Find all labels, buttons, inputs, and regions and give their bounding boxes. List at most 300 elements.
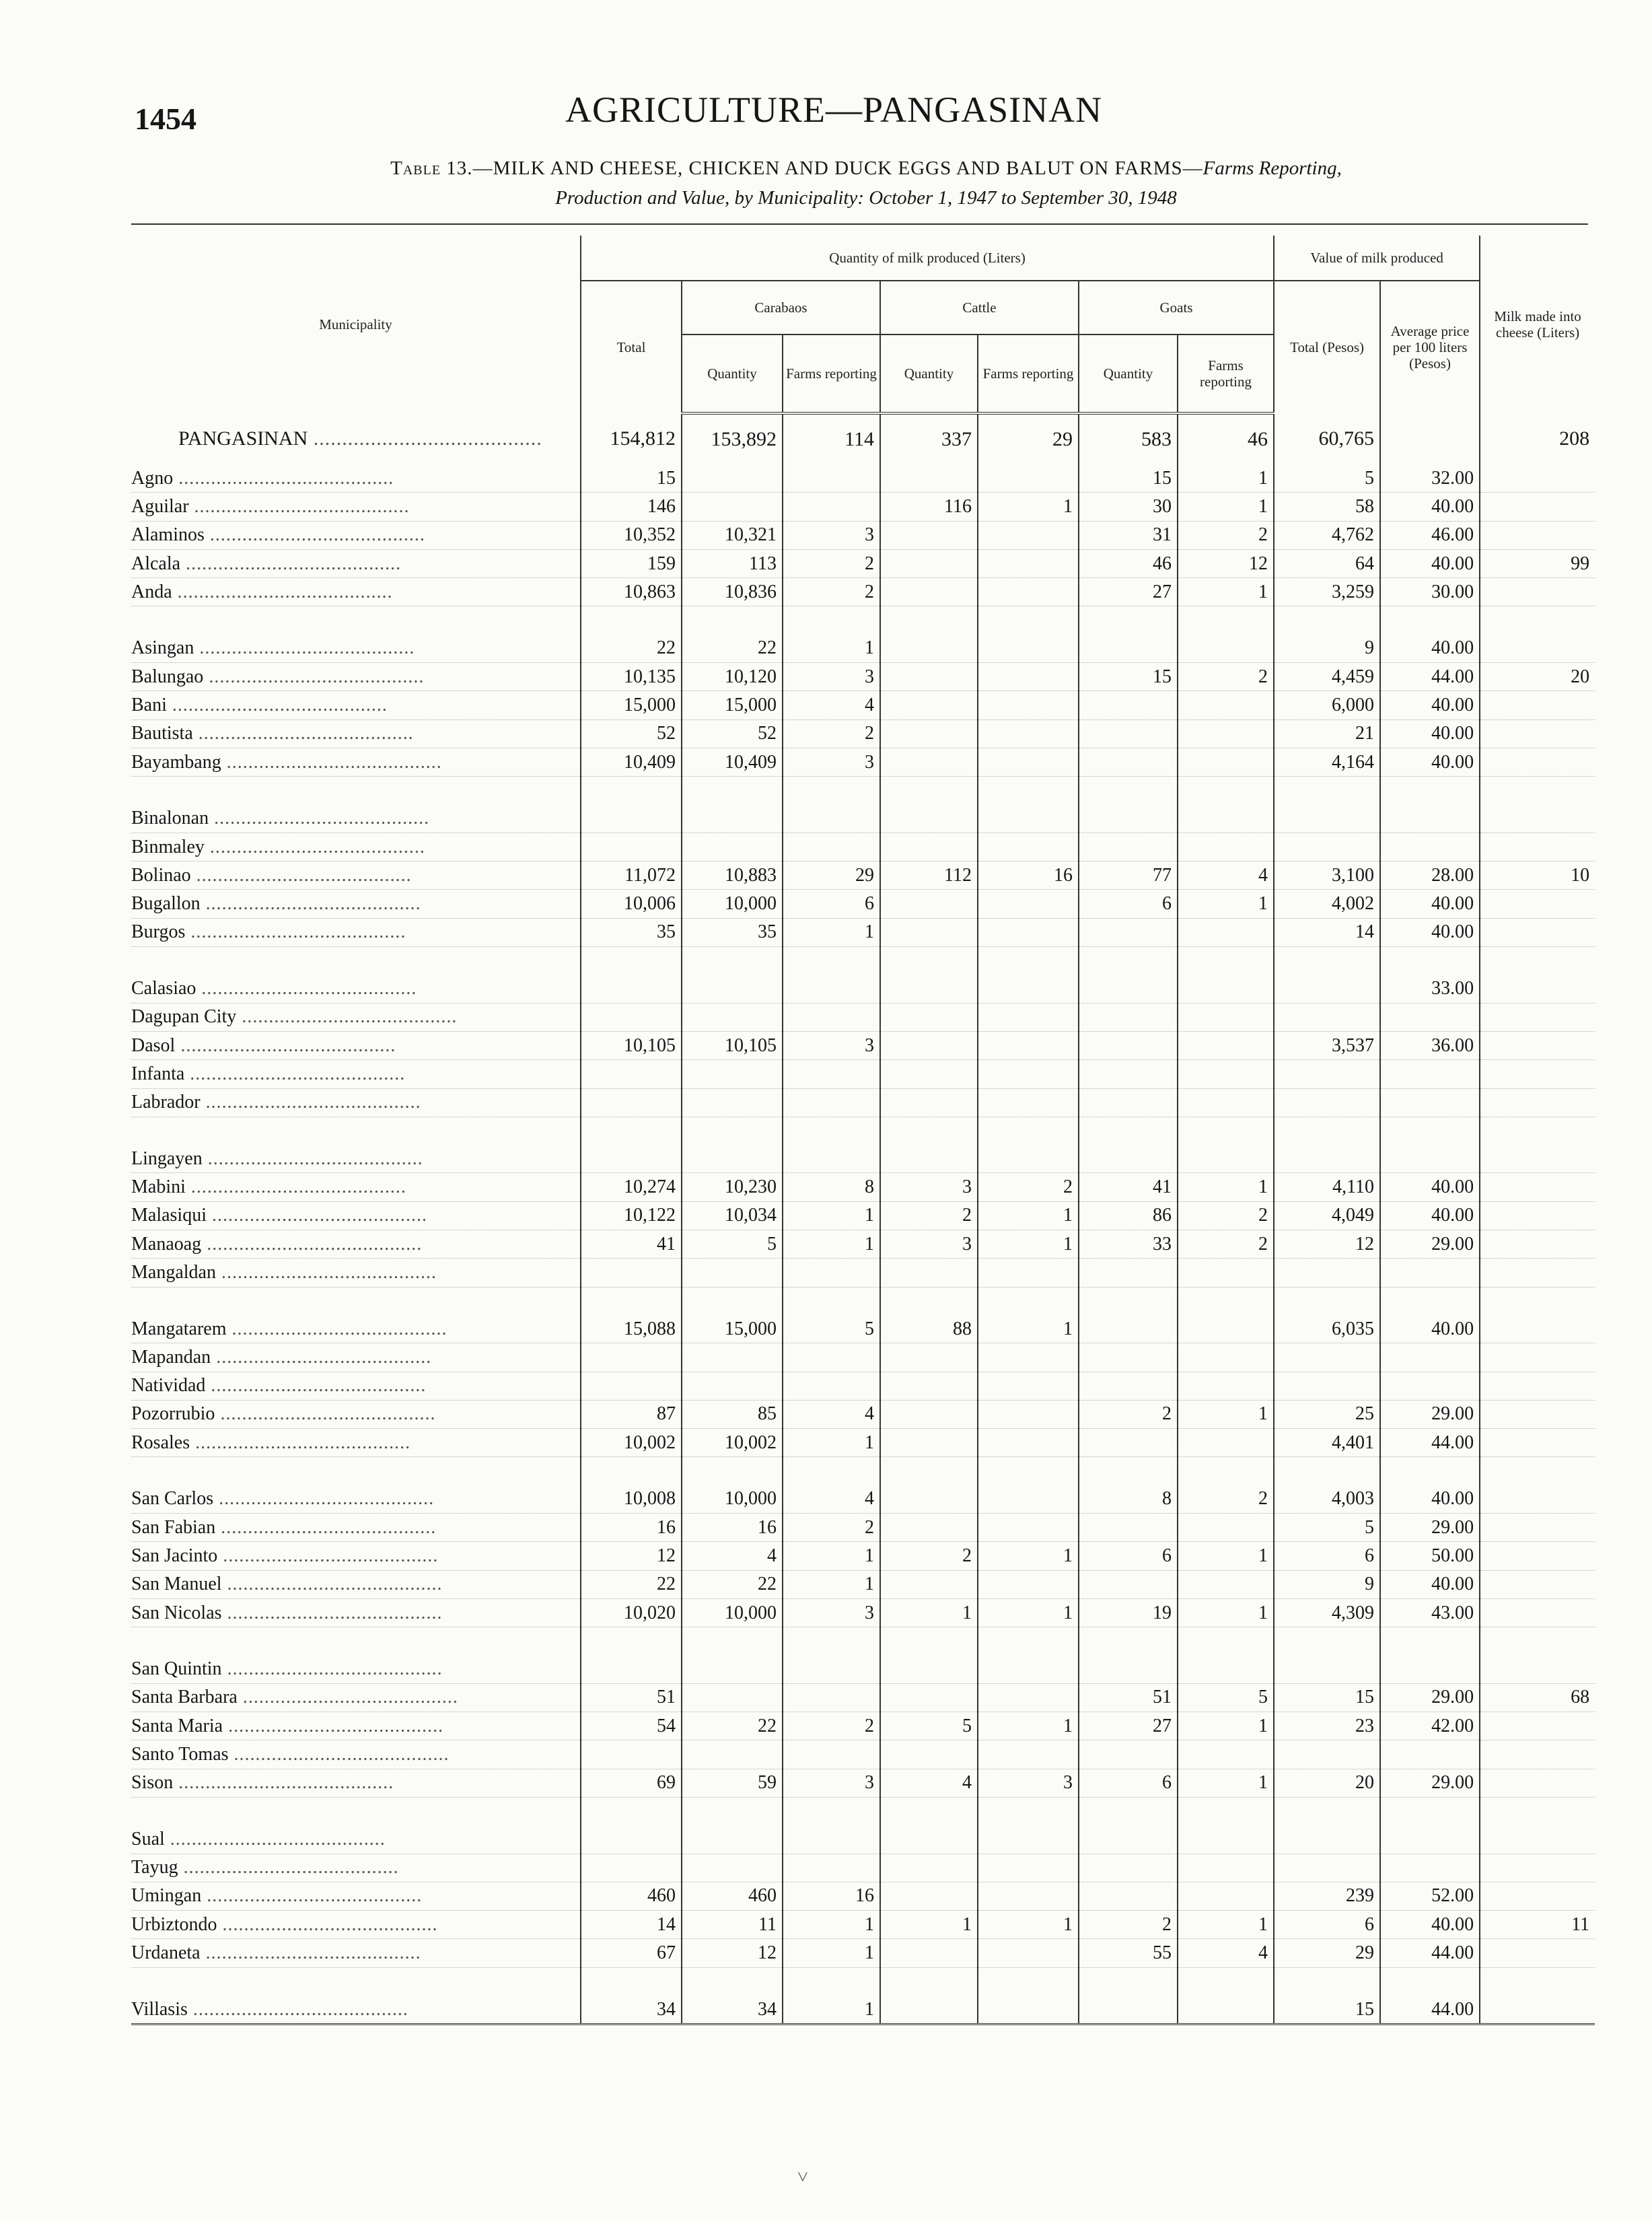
- average-price: 44.00: [1380, 663, 1480, 691]
- goats-quantity: 6: [1079, 1769, 1178, 1797]
- cattle-quantity: [880, 1740, 978, 1769]
- spacer-cell: [131, 1457, 581, 1485]
- spacer-cell: [1380, 1967, 1480, 1996]
- spacer-cell: [581, 1967, 682, 1996]
- municipality-name: Dagupan City .....: [131, 1003, 581, 1031]
- carabao-farms: [783, 1372, 880, 1400]
- cheese-liters: [1480, 1230, 1595, 1259]
- table-row: [131, 1315, 1595, 1343]
- goats-farms: 1: [1178, 1598, 1274, 1627]
- table-row: [131, 975, 1595, 1003]
- total-liters: 15,088: [581, 1315, 682, 1343]
- spacer-cell: [1178, 1627, 1274, 1656]
- value-total: 29: [1274, 1939, 1380, 1967]
- goats-quantity: [1079, 1315, 1178, 1343]
- goats-quantity: [1079, 833, 1178, 861]
- carabao-quantity: [682, 833, 783, 861]
- cheese-liters: [1480, 719, 1595, 748]
- value-total: 14: [1274, 918, 1380, 946]
- cheese-liters: [1480, 1939, 1595, 1967]
- table-row: [131, 1145, 1595, 1173]
- goats-farms: [1178, 1825, 1274, 1854]
- spacer-cell: [880, 1797, 978, 1825]
- table-row: [131, 1769, 1595, 1797]
- cheese-liters: [1480, 578, 1595, 606]
- goats-farms: [1178, 1315, 1274, 1343]
- spacer-cell: [880, 1287, 978, 1315]
- average-price: 40.00: [1380, 1173, 1480, 1201]
- cattle-farms: [978, 1655, 1079, 1683]
- cattle-quantity: 4: [880, 1769, 978, 1797]
- carabao-quantity: 10,105: [682, 1031, 783, 1059]
- average-price: 40.00: [1380, 748, 1480, 776]
- table-row: [131, 1060, 1595, 1088]
- cheese-liters: [1480, 521, 1595, 549]
- cattle-quantity: [880, 1060, 978, 1088]
- goats-quantity: [1079, 1343, 1178, 1372]
- carabao-farms: 2: [783, 578, 880, 606]
- carabao-farms: 1: [783, 1429, 880, 1457]
- carabao-quantity: 52: [682, 719, 783, 748]
- average-price: 40.00: [1380, 890, 1480, 918]
- average-price: 33.00: [1380, 975, 1480, 1003]
- carabao-quantity: 10,409: [682, 748, 783, 776]
- spacer-cell: [1480, 1117, 1595, 1145]
- cattle-quantity: 3: [880, 1173, 978, 1201]
- average-price: 43.00: [1380, 1598, 1480, 1627]
- value-total: 25: [1274, 1400, 1380, 1428]
- table-row: [131, 918, 1595, 946]
- spacer-cell: [682, 777, 783, 805]
- carabao-farms: [783, 1145, 880, 1173]
- total-liters: 16: [581, 1513, 682, 1541]
- cattle-quantity: [880, 748, 978, 776]
- spacer-cell: [1178, 947, 1274, 975]
- header-total: Total: [581, 281, 682, 413]
- spacer-cell: [978, 777, 1079, 805]
- cattle-quantity: [880, 1854, 978, 1882]
- municipality-name: Santo Tomas .....: [131, 1740, 581, 1769]
- cheese-liters: [1480, 1485, 1595, 1514]
- cattle-quantity: 116: [880, 493, 978, 521]
- cheese-liters: 208: [1480, 413, 1595, 464]
- goats-quantity: 15: [1079, 464, 1178, 493]
- spacer-cell: [1480, 1287, 1595, 1315]
- goats-quantity: 15: [1079, 663, 1178, 691]
- cheese-liters: [1480, 1712, 1595, 1740]
- cheese-liters: [1480, 918, 1595, 946]
- total-liters: [581, 1740, 682, 1769]
- carabao-quantity: [682, 805, 783, 833]
- cattle-quantity: [880, 549, 978, 577]
- cattle-quantity: [880, 1485, 978, 1514]
- goats-farms: 4: [1178, 861, 1274, 890]
- spacer-cell: [1380, 777, 1480, 805]
- spacer-cell: [1380, 1457, 1480, 1485]
- spacer-cell: [581, 606, 682, 635]
- table-row: [131, 890, 1595, 918]
- carabao-farms: 1: [783, 1570, 880, 1598]
- goats-farms: [1178, 1996, 1274, 2024]
- table-row: [131, 1911, 1595, 1939]
- municipality-name: Rosales .....: [131, 1429, 581, 1457]
- total-liters: 10,008: [581, 1485, 682, 1514]
- goats-quantity: 583: [1079, 413, 1178, 464]
- carabao-quantity: [682, 1372, 783, 1400]
- value-total: 6: [1274, 1911, 1380, 1939]
- carabao-farms: [783, 1683, 880, 1712]
- average-price: [1380, 1372, 1480, 1400]
- table-row: [131, 578, 1595, 606]
- value-total: 21: [1274, 719, 1380, 748]
- carabao-farms: 3: [783, 663, 880, 691]
- spacer-cell: [1480, 1627, 1595, 1656]
- municipality-name: Dasol .....: [131, 1031, 581, 1059]
- total-liters: 146: [581, 493, 682, 521]
- municipality-name: Aguilar .....: [131, 493, 581, 521]
- cattle-quantity: [880, 635, 978, 663]
- cattle-farms: [978, 1145, 1079, 1173]
- spacer-cell: [131, 606, 581, 635]
- cheese-liters: [1480, 1740, 1595, 1769]
- municipality-name: San Carlos .....: [131, 1485, 581, 1514]
- spacer-cell: [1274, 947, 1380, 975]
- table-row-spacer: [131, 947, 1595, 975]
- spacer-cell: [783, 1457, 880, 1485]
- value-total: 4,401: [1274, 1429, 1380, 1457]
- carabao-farms: 4: [783, 1400, 880, 1428]
- cattle-quantity: 2: [880, 1201, 978, 1230]
- goats-quantity: [1079, 805, 1178, 833]
- table-caption: [183, 153, 1549, 213]
- value-total: [1274, 1854, 1380, 1882]
- spacer-cell: [978, 1627, 1079, 1656]
- average-price: 40.00: [1380, 1570, 1480, 1598]
- municipality-name: Sison .....: [131, 1769, 581, 1797]
- average-price: 40.00: [1380, 1485, 1480, 1514]
- total-liters: [581, 833, 682, 861]
- header-carabao-quantity: Quantity: [682, 334, 783, 413]
- total-liters: 154,812: [581, 413, 682, 464]
- cattle-farms: [978, 1400, 1079, 1428]
- carabao-farms: 29: [783, 861, 880, 890]
- value-total: 15: [1274, 1683, 1380, 1712]
- cattle-farms: [978, 1683, 1079, 1712]
- average-price: [1380, 1655, 1480, 1683]
- municipality-name: Calasiao .....: [131, 975, 581, 1003]
- total-liters: 10,002: [581, 1429, 682, 1457]
- carabao-farms: [783, 1740, 880, 1769]
- table-row: [131, 1230, 1595, 1259]
- value-total: 23: [1274, 1712, 1380, 1740]
- cattle-quantity: [880, 1939, 978, 1967]
- goats-quantity: 6: [1079, 890, 1178, 918]
- carabao-farms: 1: [783, 918, 880, 946]
- goats-farms: [1178, 1031, 1274, 1059]
- carabao-farms: 1: [783, 1542, 880, 1570]
- spacer-cell: [978, 1797, 1079, 1825]
- table-row: [131, 1372, 1595, 1400]
- goats-farms: 1: [1178, 890, 1274, 918]
- cattle-quantity: 1: [880, 1598, 978, 1627]
- goats-farms: [1178, 1513, 1274, 1541]
- carabao-quantity: [682, 1060, 783, 1088]
- cattle-farms: 1: [978, 1712, 1079, 1740]
- spacer-cell: [1178, 1457, 1274, 1485]
- carabao-farms: 2: [783, 549, 880, 577]
- spacer-cell: [1274, 1627, 1380, 1656]
- total-liters: 10,105: [581, 1031, 682, 1059]
- goats-farms: 12: [1178, 549, 1274, 577]
- goats-quantity: [1079, 1513, 1178, 1541]
- cheese-liters: [1480, 975, 1595, 1003]
- value-total: 4,164: [1274, 748, 1380, 776]
- total-liters: 15,000: [581, 691, 682, 719]
- average-price: 44.00: [1380, 1939, 1480, 1967]
- value-total: [1274, 805, 1380, 833]
- goats-farms: 1: [1178, 1542, 1274, 1570]
- header-value-group: Value of milk produced: [1274, 236, 1480, 281]
- goats-quantity: 33: [1079, 1230, 1178, 1259]
- total-liters: 460: [581, 1882, 682, 1910]
- average-price: 36.00: [1380, 1031, 1480, 1059]
- carabao-quantity: 4: [682, 1542, 783, 1570]
- average-price: 28.00: [1380, 861, 1480, 890]
- value-total: [1274, 1088, 1380, 1117]
- spacer-cell: [1274, 606, 1380, 635]
- total-liters: 87: [581, 1400, 682, 1428]
- municipality-name: Lingayen .....: [131, 1145, 581, 1173]
- cattle-farms: [978, 1996, 1079, 2024]
- spacer-cell: [783, 1967, 880, 1996]
- municipality-name: Agno .....: [131, 464, 581, 493]
- cattle-farms: [978, 1031, 1079, 1059]
- cheese-liters: [1480, 1825, 1595, 1854]
- municipality-name: Asingan .....: [131, 635, 581, 663]
- goats-quantity: [1079, 1145, 1178, 1173]
- carabao-quantity: [682, 1740, 783, 1769]
- municipality-name: Santa Maria .....: [131, 1712, 581, 1740]
- cattle-quantity: [880, 1372, 978, 1400]
- average-price: 29.00: [1380, 1513, 1480, 1541]
- spacer-cell: [783, 606, 880, 635]
- cattle-farms: 16: [978, 861, 1079, 890]
- value-total: 5: [1274, 464, 1380, 493]
- cattle-farms: [978, 464, 1079, 493]
- spacer-cell: [1274, 777, 1380, 805]
- goats-quantity: [1079, 1740, 1178, 1769]
- table-row: [131, 1088, 1595, 1117]
- spacer-cell: [682, 1117, 783, 1145]
- spacer-cell: [978, 1117, 1079, 1145]
- cheese-liters: [1480, 1882, 1595, 1910]
- cattle-quantity: [880, 975, 978, 1003]
- spacer-cell: [1178, 1287, 1274, 1315]
- carabao-quantity: 11: [682, 1911, 783, 1939]
- header-avg-price: Average price per 100 liters (Pesos): [1380, 281, 1480, 413]
- carabao-quantity: [682, 1259, 783, 1287]
- carabao-farms: 1: [783, 1996, 880, 2024]
- goats-quantity: 46: [1079, 549, 1178, 577]
- table-row: [131, 1996, 1595, 2024]
- cattle-quantity: [880, 719, 978, 748]
- total-liters: 35: [581, 918, 682, 946]
- cattle-farms: 1: [978, 1598, 1079, 1627]
- cattle-quantity: 88: [880, 1315, 978, 1343]
- goats-farms: [1178, 1740, 1274, 1769]
- carabao-farms: [783, 1060, 880, 1088]
- value-total: 5: [1274, 1513, 1380, 1541]
- municipality-name: Bautista .....: [131, 719, 581, 748]
- carabao-farms: 16: [783, 1882, 880, 1910]
- carabao-quantity: 15,000: [682, 1315, 783, 1343]
- value-total: 4,049: [1274, 1201, 1380, 1230]
- carabao-quantity: 85: [682, 1400, 783, 1428]
- cattle-quantity: [880, 1513, 978, 1541]
- total-liters: [581, 1145, 682, 1173]
- carabao-farms: 4: [783, 691, 880, 719]
- cattle-quantity: 337: [880, 413, 978, 464]
- spacer-cell: [783, 1797, 880, 1825]
- total-liters: 54: [581, 1712, 682, 1740]
- municipality-name: Binmaley .....: [131, 833, 581, 861]
- cattle-farms: [978, 521, 1079, 549]
- cattle-quantity: [880, 1683, 978, 1712]
- carabao-quantity: 10,034: [682, 1201, 783, 1230]
- cattle-farms: [978, 918, 1079, 946]
- cheese-liters: [1480, 1769, 1595, 1797]
- goats-farms: 1: [1178, 1911, 1274, 1939]
- value-total: [1274, 1145, 1380, 1173]
- goats-farms: [1178, 1655, 1274, 1683]
- average-price: 29.00: [1380, 1683, 1480, 1712]
- cattle-quantity: [880, 1259, 978, 1287]
- goats-quantity: [1079, 1996, 1178, 2024]
- cheese-liters: [1480, 1570, 1595, 1598]
- goats-quantity: 19: [1079, 1598, 1178, 1627]
- table-row-spacer: [131, 606, 1595, 635]
- total-liters: 10,122: [581, 1201, 682, 1230]
- table-row: [131, 663, 1595, 691]
- cattle-farms: [978, 1088, 1079, 1117]
- spacer-cell: [1380, 1287, 1480, 1315]
- value-total: 58: [1274, 493, 1380, 521]
- average-price: [1380, 1003, 1480, 1031]
- table-row: [131, 833, 1595, 861]
- municipality-name: Infanta .....: [131, 1060, 581, 1088]
- goats-farms: [1178, 1854, 1274, 1882]
- carabao-quantity: 10,321: [682, 521, 783, 549]
- table-row: [131, 635, 1595, 663]
- table-row: [131, 1598, 1595, 1627]
- carabao-farms: 1: [783, 1230, 880, 1259]
- cattle-quantity: [880, 521, 978, 549]
- goats-quantity: [1079, 1882, 1178, 1910]
- cheese-liters: [1480, 1655, 1595, 1683]
- spacer-cell: [1079, 1287, 1178, 1315]
- municipality-name: San Fabian .....: [131, 1513, 581, 1541]
- municipality-name: Labrador .....: [131, 1088, 581, 1117]
- municipality-name: Bolinao .....: [131, 861, 581, 890]
- cattle-quantity: 1: [880, 1911, 978, 1939]
- goats-quantity: [1079, 1429, 1178, 1457]
- municipality-name: Mangatarem .....: [131, 1315, 581, 1343]
- cattle-farms: [978, 1060, 1079, 1088]
- cattle-farms: [978, 890, 1079, 918]
- goats-farms: 1: [1178, 464, 1274, 493]
- header-cattle-farms: Farms reporting: [978, 334, 1079, 413]
- table-row: [131, 1173, 1595, 1201]
- goats-quantity: [1079, 1259, 1178, 1287]
- goats-quantity: [1079, 975, 1178, 1003]
- carabao-quantity: 22: [682, 1712, 783, 1740]
- cattle-farms: [978, 1513, 1079, 1541]
- carabao-farms: 114: [783, 413, 880, 464]
- spacer-cell: [1079, 1967, 1178, 1996]
- cattle-farms: 3: [978, 1769, 1079, 1797]
- spacer-cell: [783, 1117, 880, 1145]
- carabao-quantity: [682, 1825, 783, 1854]
- goats-farms: [1178, 1882, 1274, 1910]
- spacer-cell: [1480, 1457, 1595, 1485]
- cheese-liters: [1480, 1400, 1595, 1428]
- cattle-quantity: [880, 1996, 978, 2024]
- goats-quantity: 6: [1079, 1542, 1178, 1570]
- cheese-liters: [1480, 1598, 1595, 1627]
- average-price: 40.00: [1380, 549, 1480, 577]
- spacer-cell: [581, 1287, 682, 1315]
- total-liters: 22: [581, 635, 682, 663]
- value-total: 6: [1274, 1542, 1380, 1570]
- municipality-name: Binalonan .....: [131, 805, 581, 833]
- value-total: 9: [1274, 635, 1380, 663]
- table-row-spacer: [131, 1627, 1595, 1656]
- carabao-farms: 3: [783, 521, 880, 549]
- cheese-liters: [1480, 1088, 1595, 1117]
- carabao-farms: [783, 975, 880, 1003]
- carabao-farms: [783, 1003, 880, 1031]
- table-body: [131, 413, 1595, 2024]
- goats-farms: 1: [1178, 578, 1274, 606]
- carabao-quantity: [682, 1683, 783, 1712]
- average-price: [1380, 1145, 1480, 1173]
- spacer-cell: [783, 1627, 880, 1656]
- goats-farms: [1178, 1259, 1274, 1287]
- carabao-quantity: [682, 1854, 783, 1882]
- total-liters: [581, 1060, 682, 1088]
- table-row: [131, 805, 1595, 833]
- cattle-farms: [978, 1740, 1079, 1769]
- value-total: 4,459: [1274, 663, 1380, 691]
- carabao-farms: 4: [783, 1485, 880, 1514]
- cheese-liters: 68: [1480, 1683, 1595, 1712]
- spacer-cell: [1480, 777, 1595, 805]
- goats-farms: [1178, 975, 1274, 1003]
- cheese-liters: [1480, 635, 1595, 663]
- cattle-quantity: [880, 691, 978, 719]
- table-row: [131, 549, 1595, 577]
- goats-farms: 2: [1178, 521, 1274, 549]
- caption-subtitle: Farms Reporting,: [1202, 157, 1342, 179]
- cattle-quantity: [880, 833, 978, 861]
- goats-quantity: 2: [1079, 1400, 1178, 1428]
- spacer-cell: [131, 947, 581, 975]
- table-row: [131, 719, 1595, 748]
- spacer-cell: [1380, 606, 1480, 635]
- average-price: [1380, 1088, 1480, 1117]
- total-liters: [581, 1655, 682, 1683]
- cheese-liters: [1480, 1145, 1595, 1173]
